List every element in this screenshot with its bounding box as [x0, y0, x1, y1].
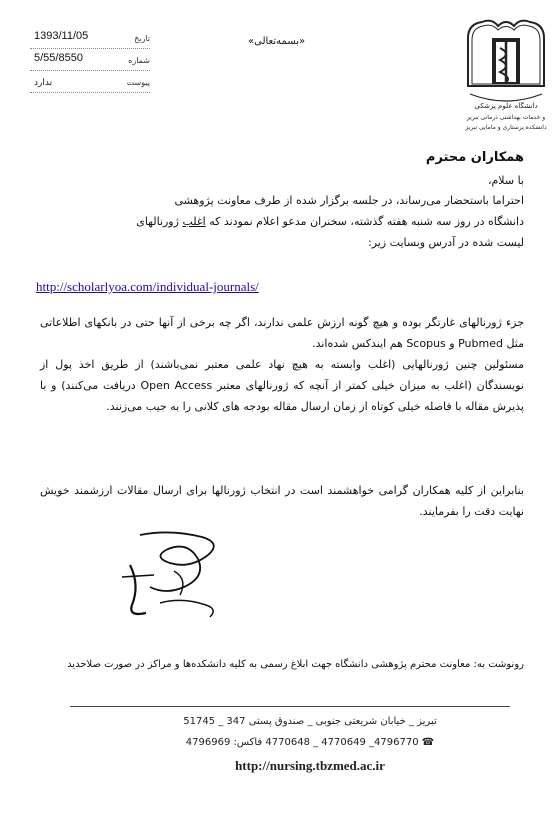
attachment-row [30, 72, 150, 93]
footer-address: تبریز _ خیابان شریعتی جنوبی _ صندوق پستی 347 _ 51745 [183, 716, 437, 727]
signature [110, 525, 230, 625]
footer-divider [70, 706, 510, 707]
carbon-copy-note: رونوشت به: معاونت محترم پژوهشی دانشگاه جهت ابلاغ رسمی به کلیه دانشکده‌ها و مراکز در صورت صلاحدید [67, 659, 524, 670]
greeting: با سلام، [487, 174, 524, 187]
paragraph-intro-line1: احتراما باستحضار می‌رساند، در جلسه برگزار شده از طرف معاونت پژوهشی [174, 194, 524, 207]
attachment-label: پیوست [126, 78, 150, 87]
footer-website: http://nursing.tbzmed.ac.ir [235, 758, 385, 773]
paragraph-publishers: مسئولین چنین ژورنالهایی (اغلب وابسته به هیچ نهاد علمی معتبر نمی‌باشند) از طریق اخذ پول از نویسندگان (اغلب به میزان خیلی کمتر از آنچه که ژورنالهای معتبر Open Access دریافت می‌کنند) و با پذیرش مقاله با فاصله خیلی کوتاه از زمان ارسال مقاله بودجه های کلانی را به جیب می‌زنند. [40, 358, 524, 413]
logo-text-line1: دانشگاه علوم پزشکی [474, 102, 538, 110]
university-logo [462, 16, 550, 138]
attachment-value: ندارد [34, 77, 53, 87]
footer-phones-text: 4796770_ 4770649 _ 4770648 فاکس: 4796969 [185, 737, 419, 748]
letter-meta [30, 28, 150, 94]
date-row [30, 28, 150, 49]
intro-underlined-word: اغلب [182, 215, 206, 228]
paragraph-request: بنابراین از کلیه همکاران گرامی خواهشمند است در انتخاب ژورنالها برای ارسال مقالات ارزشمند خویش نهایت دقت را بفرمایند. [40, 484, 524, 518]
date-value: 1393/11/05 [34, 30, 89, 42]
university-logo-icon [462, 16, 550, 138]
footer-phones [110, 737, 510, 748]
logo-text-line3: دانشکده پرستاری و مامایی تبریز [465, 124, 547, 131]
number-value: 5/55/8550 [34, 52, 83, 64]
salutation: همکاران محترم [425, 150, 524, 165]
paragraph-intro [50, 190, 524, 253]
paragraph-predatory: جزء ژورنالهای غارتگر بوده و هیچ گونه ارزش علمی ندارند، اگر چه برخی از آنها حتی در بانکهای اطلاعاتی مثل Pubmed و Scopus هم ایندکس شده‌اند. [40, 316, 524, 350]
intro-line2-before: دانشگاه در روز سه شنبه هفته گذشته، سخنران مدعو اعلام نمودند که [205, 215, 524, 228]
intro-line2-after: ژورنالهای [136, 215, 183, 228]
journals-list-link[interactable]: http://scholarlyoa.com/individual-journals/ [36, 279, 259, 294]
invocation-text: «بسمه‌تعالی» [248, 36, 306, 47]
logo-text-line2: و خدمات بهداشتی درمانی تبریز [466, 114, 546, 121]
phone-icon: ☎ [418, 737, 435, 748]
paragraph-intro-line3: لیست شده در آدرس وبسایت زیر: [368, 236, 524, 249]
signature-graphic [110, 525, 230, 625]
number-label: شماره [128, 56, 150, 65]
date-label: تاریخ [134, 34, 150, 43]
number-row [30, 50, 150, 71]
paragraph-intro-line2 [50, 211, 524, 232]
